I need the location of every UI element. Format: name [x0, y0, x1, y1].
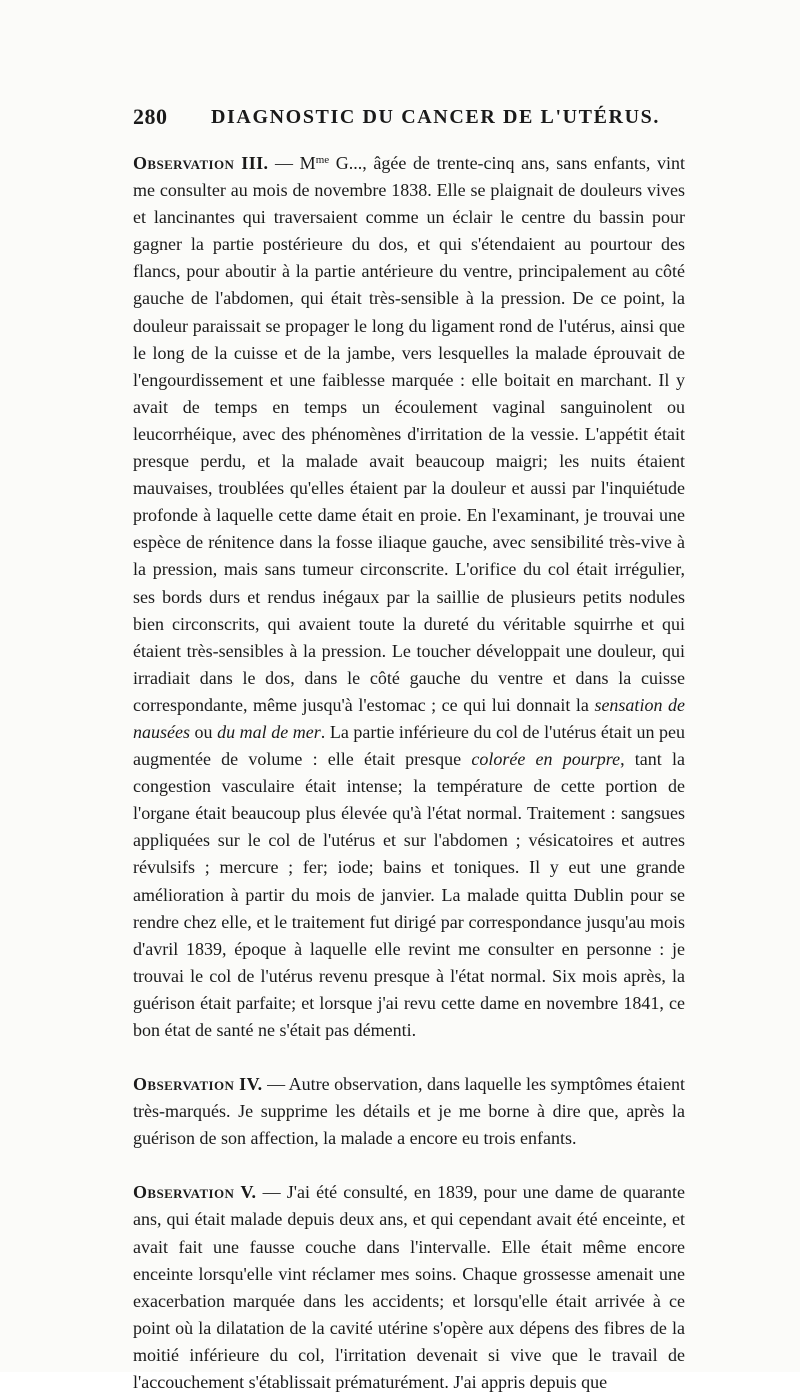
- observation-label: Observation V.: [133, 1182, 257, 1203]
- observation-dash: —: [268, 153, 300, 173]
- observation-text: G..., âgée de trente-cinq ans, sans enfants, vint me consulter au mois de novembre 1838. Elle se plaignait de douleurs vives et lancinantes qui traversaient comme un éclair le centre du bassin pour gagner la partie postérieure du dos, et qui s'étendaient au pourtour des flancs, pour aboutir à la partie antérieure du ventre, principalement au côté gauche de l'abdomen, qui était très-sensible à la pression. De ce point, la douleur paraissait se propager le long du ligament rond de l'utérus, ainsi que le long de la cuisse et de la jambe, vers lesquelles la malade éprouvait de l'engourdissement et une faiblesse marquée : elle boitait en marchant. Il y avait de temps en temps un écoulement vaginal sanguinolent ou leucorrhéique, avec des phénomènes d'irritation de la vessie. L'appétit était presque perdu, et la malade avait beaucoup maigri; les nuits étaient mauvaises, troublées qu'elles étaient par la douleur et aussi par l'inquiétude profonde à laquelle cette dame était en proie. En l'examinant, je trouvai une espèce de rénitence dans la fosse iliaque gauche, avec sensibilité très-vive à la pression, mais sans tumeur circonscrite. L'orifice du col était irrégulier, ses bords durs et rendus inégaux par la saillie de plusieurs petits nodules bien circonscrits, qui avaient toute la dureté du véritable squirrhe et qui étaient très-sensibles à la pression. Le toucher développait une douleur, qui irradiait dans le dos, dans le côté gauche du ventre et dans la cuisse correspondante, même jusqu'à l'estomac ; ce qui lui donnait la: [133, 153, 686, 715]
- honorific: M: [299, 153, 316, 173]
- observation-label: Observation IV.: [133, 1074, 263, 1095]
- observation-text: J'ai été consulté, en 1839, pour une dame de quarante ans, qui était malade depuis deux ans, et qui cependant avait été enceinte, et avait fait une fausse couche dans l'intervalle. Elle était même encore enceinte lorsqu'elle vint réclamer mes soins. Chaque grossesse amenait une exacerbation marquée dans les accidents; et lorsqu'elle était arrivée à ce point où la dilatation de la cavité utérine s'opère aux dépens des fibres de la moitié inférieure du col, l'irritation devenait si vive que le travail de l'accouchement s'établissait prématurément. J'ai appris depuis que: [133, 1182, 686, 1393]
- observation-paragraph: [133, 1179, 685, 1396]
- italic-phrase: du mal de mer: [217, 721, 321, 742]
- italic-phrase: colorée en pourpre: [471, 749, 621, 770]
- observation-dash: —: [262, 1074, 289, 1095]
- observation-text: , tant la congestion vasculaire était intense; la température de cette portion de l'organe était beaucoup plus élevée qu'à l'état normal. Traitement : sangsues appliquées sur le col de l'utérus et sur l'abdomen ; vésicatoires et autres révulsifs ; mercure ; fer; iode; bains et toniques. Il y eut une grande amélioration à partir du mois de janvier. La malade quitta Dublin pour se rendre chez elle, et le traitement fut dirigé par correspondance jusqu'au mois d'avril 1839, époque à laquelle elle revint me consulter en personne : je trouvai le col de l'utérus revenu presque à l'état normal. Six mois après, la guérison était parfaite; et lorsque j'ai revu cette dame en novembre 1841, ce bon état de santé ne s'était pas démenti.: [133, 749, 685, 1040]
- observation-paragraph: [133, 1071, 685, 1152]
- observation-dash: —: [256, 1182, 287, 1203]
- running-title: DIAGNOSTIC DU CANCER DE L'UTÉRUS.: [211, 106, 660, 128]
- page-body: [133, 150, 685, 1396]
- observation-paragraph: [133, 150, 685, 1044]
- honorific-superscript: me: [315, 154, 330, 166]
- observation-text: . La partie inférieure du col de l'utérus était un peu augmentée de volume : elle était presque: [133, 721, 685, 770]
- page-header: [133, 104, 693, 134]
- italic-phrase: sensation de nausées: [133, 694, 685, 742]
- observation-text: Autre observation, dans laquelle les symptômes étaient très-marqués. Je supprime les détails et je me borne à dire que, après la guérison de son affection, la malade a encore eu trois enfants.: [133, 1074, 685, 1149]
- observation-label: Observation III.: [133, 153, 269, 173]
- page-number: 280: [133, 104, 168, 129]
- observation-text: ou: [190, 721, 218, 742]
